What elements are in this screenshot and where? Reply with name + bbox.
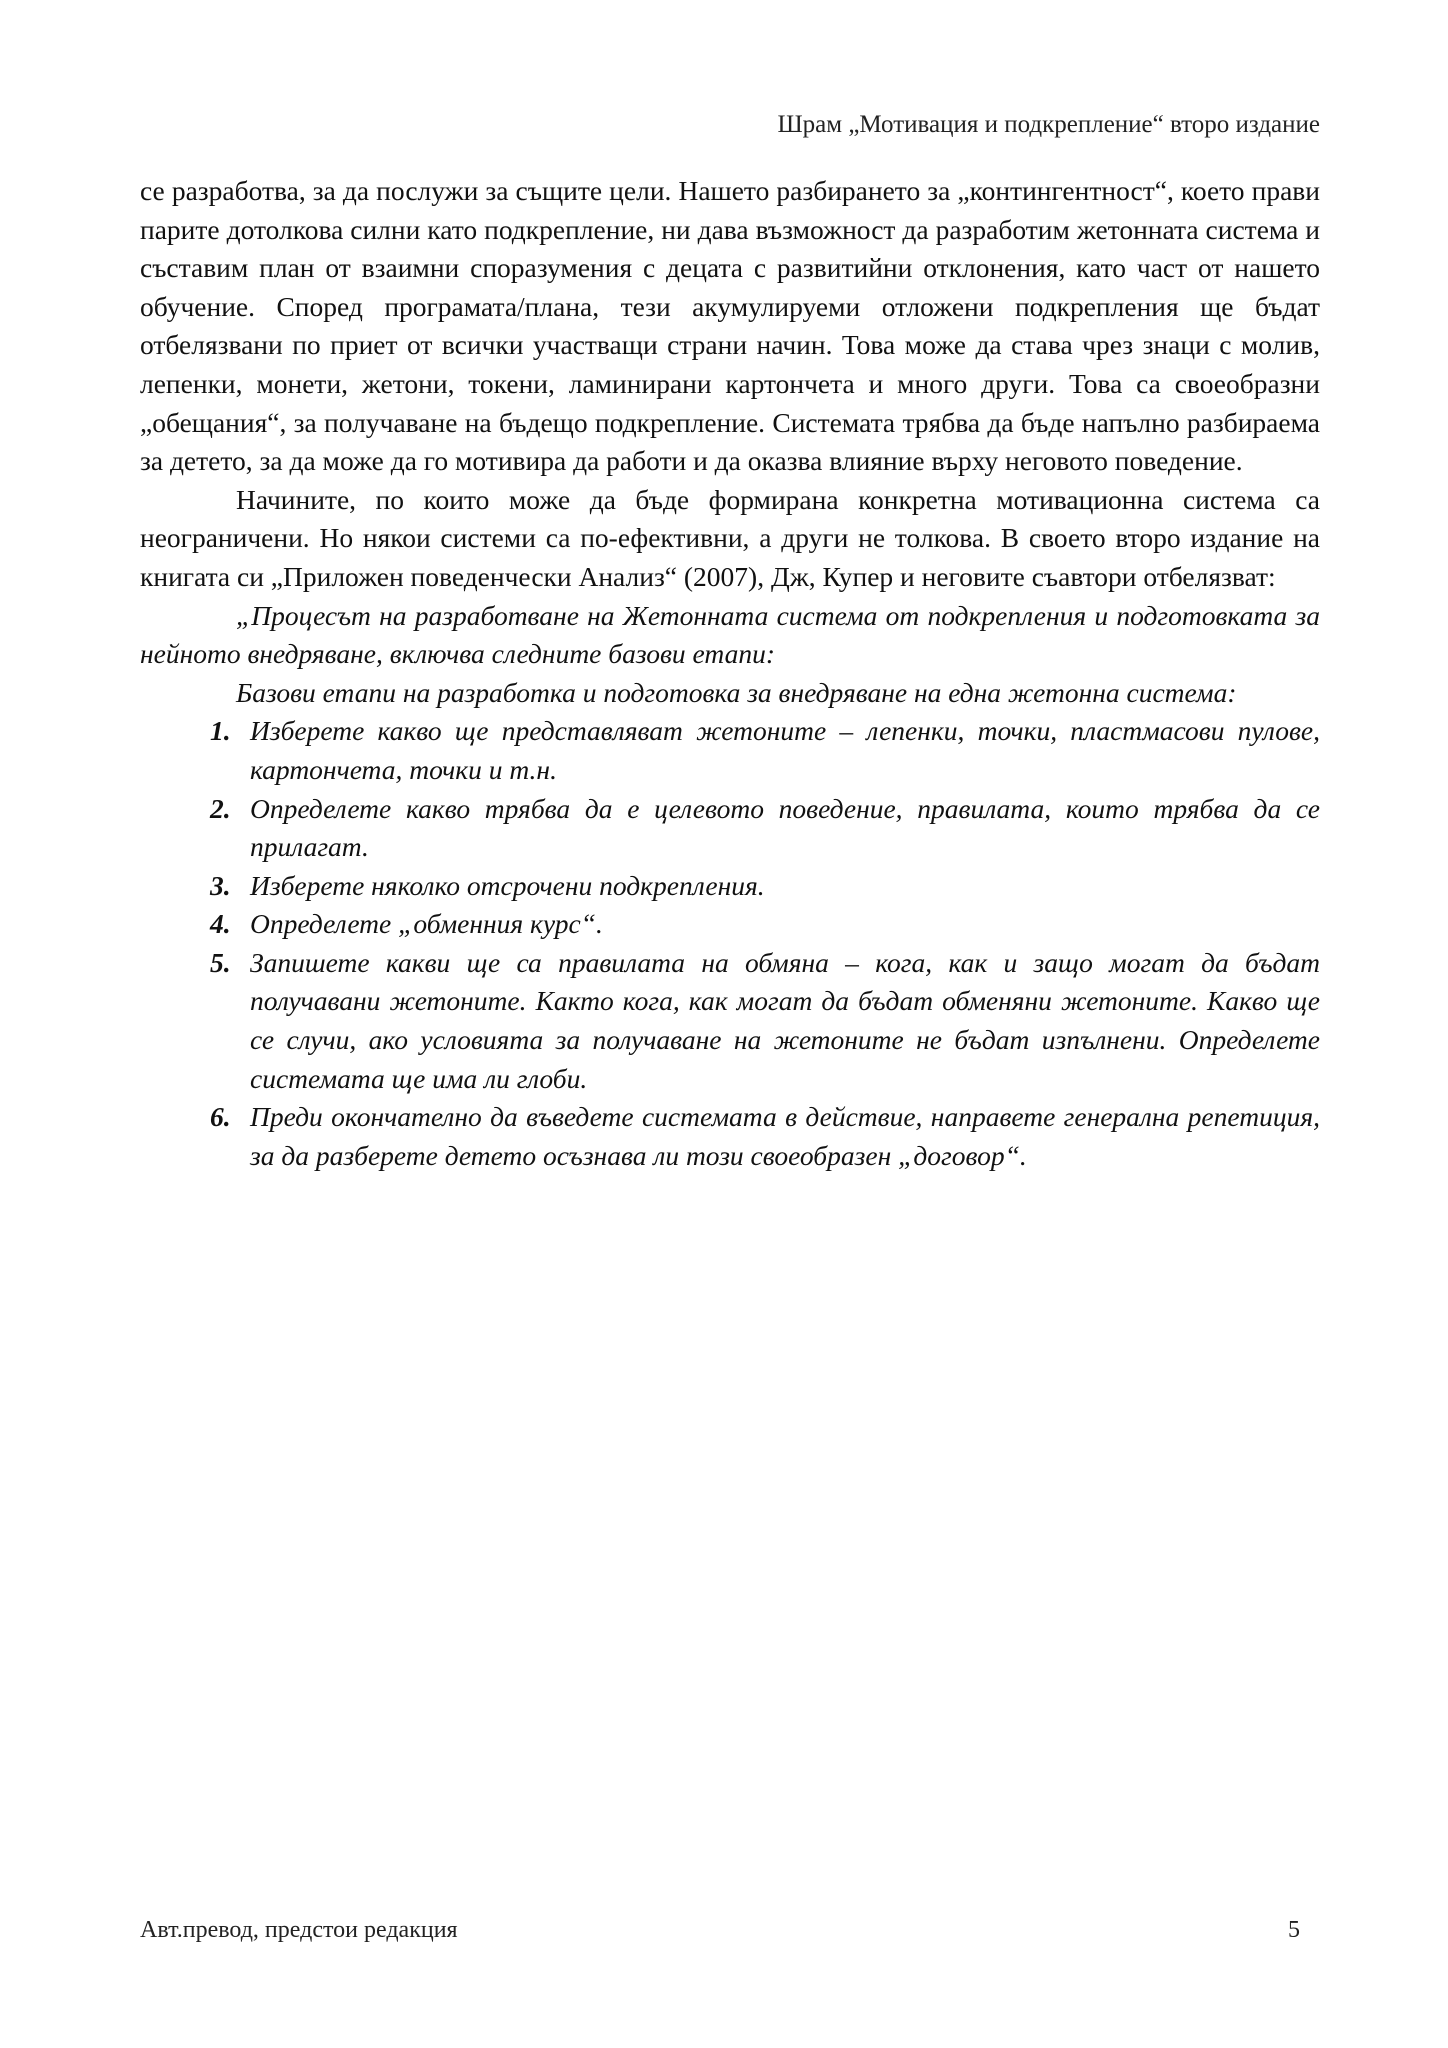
step-text: Запишете какви ще са правилата на обмяна – кога, как и защо могат да бъдат получавани жетоните. Както кога, как могат да бъдат обменяни жетоните. Какво ще се случи, ако условията за получаване на жетоните не бъдат изпълнени. Определете системата ще има ли глоби.: [250, 946, 1320, 1094]
page-footer: [140, 1914, 1320, 1946]
quote-intro: „Процесът на разработване на Жетонната система от подкрепления и подготовката за нейното внедряване, включва следните базови етапи:: [140, 599, 1320, 670]
step-item: [210, 712, 1320, 789]
page-number: 5: [1288, 1917, 1300, 1943]
steps-list: [140, 712, 1320, 1175]
step-number: 3.: [210, 869, 231, 901]
step-text: Определете какво трябва да е целевото поведение, правилата, които трябва да се прилагат.: [250, 792, 1320, 863]
running-title: Шрам „Мотивация и подкрепление“ второ издание: [777, 111, 1320, 138]
step-number: 4.: [210, 908, 231, 940]
step-item: [210, 905, 1320, 944]
step-item: [210, 944, 1320, 1098]
step-text: Изберете няколко отсрочени подкрепления.: [250, 869, 765, 901]
step-number: 6.: [210, 1101, 231, 1133]
footer-note: Авт.превод, предстои редакция: [140, 1917, 458, 1943]
step-item: [210, 867, 1320, 906]
step-item: [210, 790, 1320, 867]
running-header: [777, 108, 1320, 142]
step-number: 1.: [210, 715, 231, 747]
paragraph-continuation: се разработва, за да послужи за същите цели. Нашето разбирането за „контингентност“, което прави парите дотолкова силни като подкрепление, ни дава възможност да разработим жетонната система и съставим план от взаимни споразумения с децата с развитийни отклонения, като част от нашето обучение. Според програмата/плана, тези акумулируеми отложени подкрепления ще бъдат отбелязвани по приет от всички участващи страни начин. Това може да става чрез знаци с молив, лепенки, монети, жетони, токени, ламинирани картончета и много други. Това са своеобразни „обещания“, за получаване на бъдещо подкрепление. Системата трябва да бъде напълно разбираема за детето, за да може да го мотивира да работи и да оказва влияние върху неговото поведение.: [140, 175, 1320, 477]
step-number: 2.: [210, 792, 231, 824]
step-text: Определете „обменния курс“.: [250, 908, 603, 940]
step-text: Изберете какво ще представляват жетоните – лепенки, точки, пластмасови пулове, картончета, точки и т.н.: [250, 715, 1320, 785]
paragraph-cooper-reference: Начините, по които може да бъде формирана конкретна мотивационна система са неограничени. Но някои системи са по-ефективни, а други не толкова. В своето второ издание на книгата си „Приложен поведенчески Анализ“ (2007), Дж, Купер и неговите съавтори отбелязват:: [140, 483, 1320, 592]
list-heading: Базови етапи на разработка и подготовка за внедряване на една жетонна система:: [236, 676, 1237, 708]
step-item: [210, 1098, 1320, 1175]
page-body: [140, 172, 1320, 1175]
step-number: 5.: [210, 946, 231, 978]
step-text: Преди окончателно да въведете системата в действие, направете генерална репетиция, за да разберете детето осъзнава ли този своеобразен „договор“.: [250, 1101, 1320, 1171]
